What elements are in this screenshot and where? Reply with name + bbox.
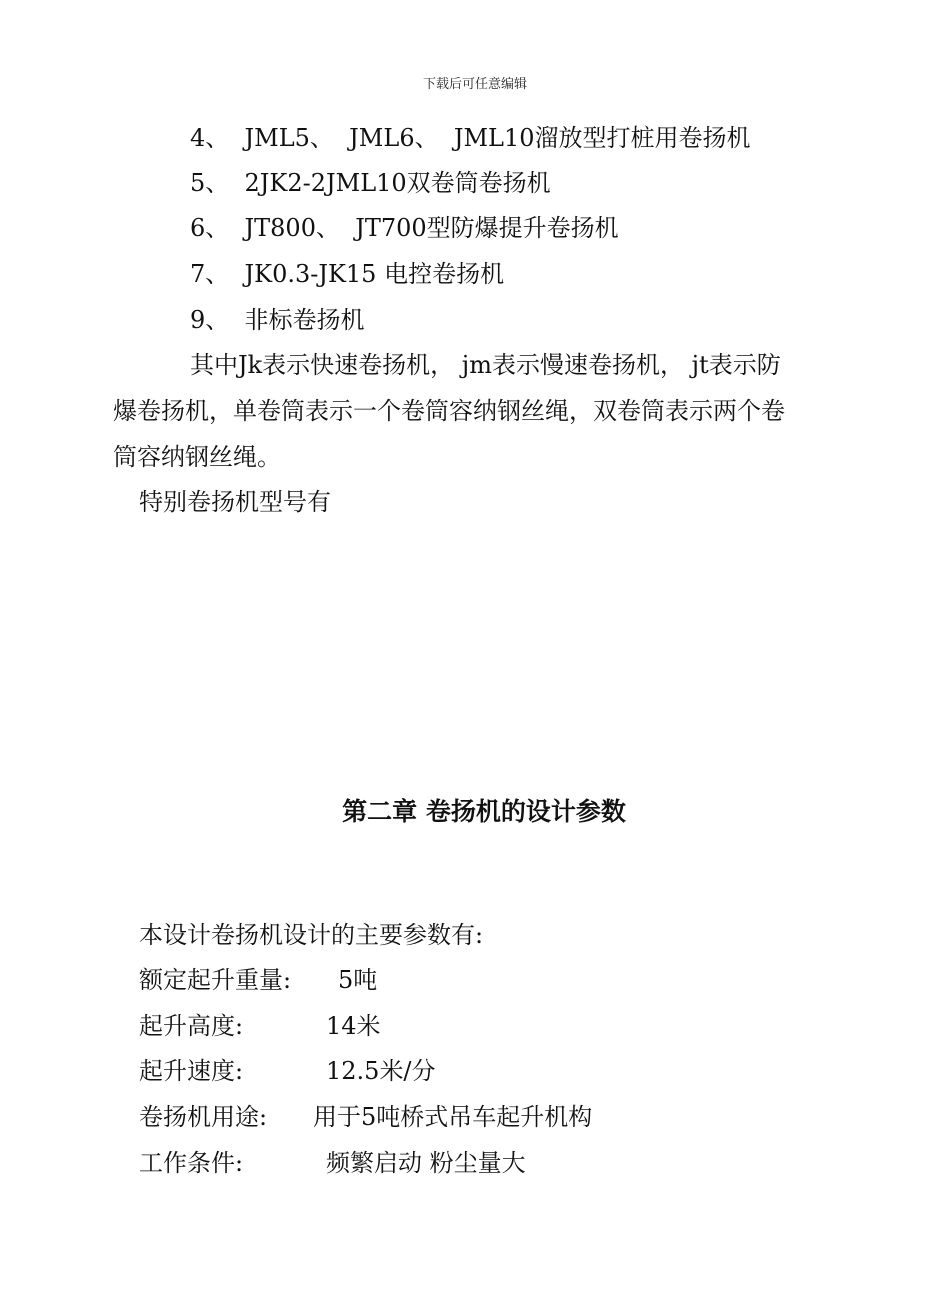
paragraph-line: 其中Jk表示快速卷扬机， jm表示慢速卷扬机， jt表示防 [190, 351, 781, 379]
param-label: 起升高度: [139, 1012, 244, 1040]
special-models-text: 特别卷扬机型号有 [139, 488, 331, 516]
list-item: 7、 JK0.3-JK15 电控卷扬机 [190, 260, 505, 288]
list-item: 4、 JML5、 JML6、 JML10溜放型打桩用卷扬机 [190, 124, 751, 152]
page-header: 下载后可任意编辑 [422, 77, 527, 92]
param-value: 频繁启动 粉尘量大 [326, 1149, 526, 1177]
param-value: 12.5米/分 [326, 1057, 436, 1085]
chapter-title: 第二章 卷扬机的设计参数 [342, 797, 626, 826]
list-item: 5、 2JK2-2JML10双卷筒卷扬机 [190, 169, 551, 197]
params-intro: 本设计卷扬机设计的主要参数有: [139, 921, 484, 949]
param-label: 起升速度: [139, 1057, 244, 1085]
paragraph-line: 筒容纳钢丝绳。 [113, 443, 281, 471]
param-value: 14米 [326, 1012, 381, 1040]
list-item: 6、 JT800、 JT700型防爆提升卷扬机 [190, 214, 619, 242]
param-value: 用于5吨桥式吊车起升机构 [313, 1103, 593, 1131]
param-value: 5吨 [338, 966, 378, 994]
paragraph-line: 爆卷扬机，单卷筒表示一个卷筒容纳钢丝绳，双卷筒表示两个卷 [113, 397, 785, 425]
param-label: 工作条件: [139, 1149, 244, 1177]
list-item: 9、 非标卷扬机 [190, 306, 365, 334]
param-label: 额定起升重量: [139, 966, 292, 994]
param-label: 卷扬机用途: [139, 1103, 268, 1131]
